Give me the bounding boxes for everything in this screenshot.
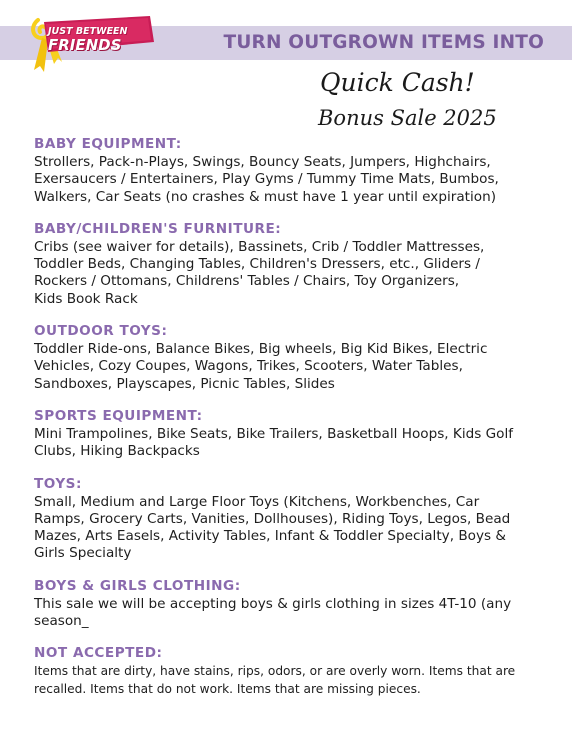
body-line: Toddler Ride-ons, Balance Bikes, Big wheels, Big Kid Bikes, Electric [34, 341, 488, 358]
section-furniture [34, 221, 554, 308]
section-body [34, 239, 554, 308]
just-between-friends-logo [28, 12, 156, 74]
body-line: Walkers, Car Seats (no crashes & must have 1 year until expiration) [34, 188, 497, 205]
section-sports-equipment [34, 408, 554, 461]
bonus-sale-script: Bonus Sale 2025 [318, 106, 497, 130]
body-line: Sandboxes, Playscapes, Picnic Tables, Slides [34, 375, 335, 392]
body-line: Items that are dirty, have stains, rips, odors, or are overly worn. Items that are [34, 664, 516, 679]
quick-cash-script: Quick Cash! [320, 68, 475, 97]
body-line: Small, Medium and Large Floor Toys (Kitchens, Workbenches, Car [34, 493, 480, 510]
section-body [34, 663, 554, 698]
section-heading: OUTDOOR TOYS: [34, 323, 168, 340]
body-line: Toddler Beds, Changing Tables, Children's Dressers, etc., Gliders / [34, 256, 481, 273]
body-line: Cribs (see waiver for details), Bassinets, Crib / Toddler Mattresses, [34, 238, 485, 255]
body-line: recalled. Items that do not work. Items that are missing pieces. [34, 681, 421, 696]
body-line: Ramps, Grocery Carts, Vanities, Dollhouses), Riding Toys, Legos, Bead [34, 510, 511, 527]
section-body [34, 341, 554, 393]
section-outdoor-toys [34, 323, 554, 393]
section-body [34, 154, 554, 206]
section-heading: BABY/CHILDREN'S FURNITURE: [34, 220, 282, 237]
body-line: Exersaucers / Entertainers, Play Gyms / Tummy Time Mats, Bumbos, [34, 171, 499, 188]
section-body [34, 596, 554, 631]
section-heading: BABY EQUIPMENT: [34, 136, 182, 152]
page-title: TURN OUTGROWN ITEMS INTO [223, 32, 544, 53]
body-line: This sale we will be accepting boys & girls clothing in sizes 4T-10 (any [34, 595, 512, 612]
section-body [34, 426, 554, 461]
item-categories [34, 136, 554, 713]
body-line: Mazes, Arts Easels, Activity Tables, Infant & Toddler Specialty, Boys & [34, 528, 507, 545]
body-line: season_ [34, 613, 89, 630]
body-line: Strollers, Pack-n-Plays, Swings, Bouncy Seats, Jumpers, Highchairs, [34, 154, 491, 170]
logo-line-1: JUST BETWEEN [48, 26, 128, 37]
section-not-accepted [34, 645, 554, 698]
logo-line-2: FRIENDS [48, 36, 122, 54]
body-line: Kids Book Rack [34, 290, 138, 307]
section-baby-equipment [34, 136, 554, 206]
body-line: Clubs, Hiking Backpacks [34, 443, 200, 460]
section-heading: TOYS: [34, 475, 82, 492]
body-line: Rockers / Ottomans, Childrens' Tables / Chairs, Toy Organizers, [34, 273, 460, 290]
section-toys [34, 476, 554, 563]
section-body [34, 494, 554, 563]
section-heading: NOT ACCEPTED: [34, 645, 163, 662]
body-line: Girls Specialty [34, 545, 132, 562]
section-heading: SPORTS EQUIPMENT: [34, 407, 203, 424]
section-clothing [34, 578, 554, 631]
section-heading: BOYS & GIRLS CLOTHING: [34, 577, 241, 594]
body-line: Vehicles, Cozy Coupes, Wagons, Trikes, Scooters, Water Tables, [34, 358, 463, 375]
body-line: Mini Trampolines, Bike Seats, Bike Trailers, Basketball Hoops, Kids Golf [34, 425, 514, 442]
